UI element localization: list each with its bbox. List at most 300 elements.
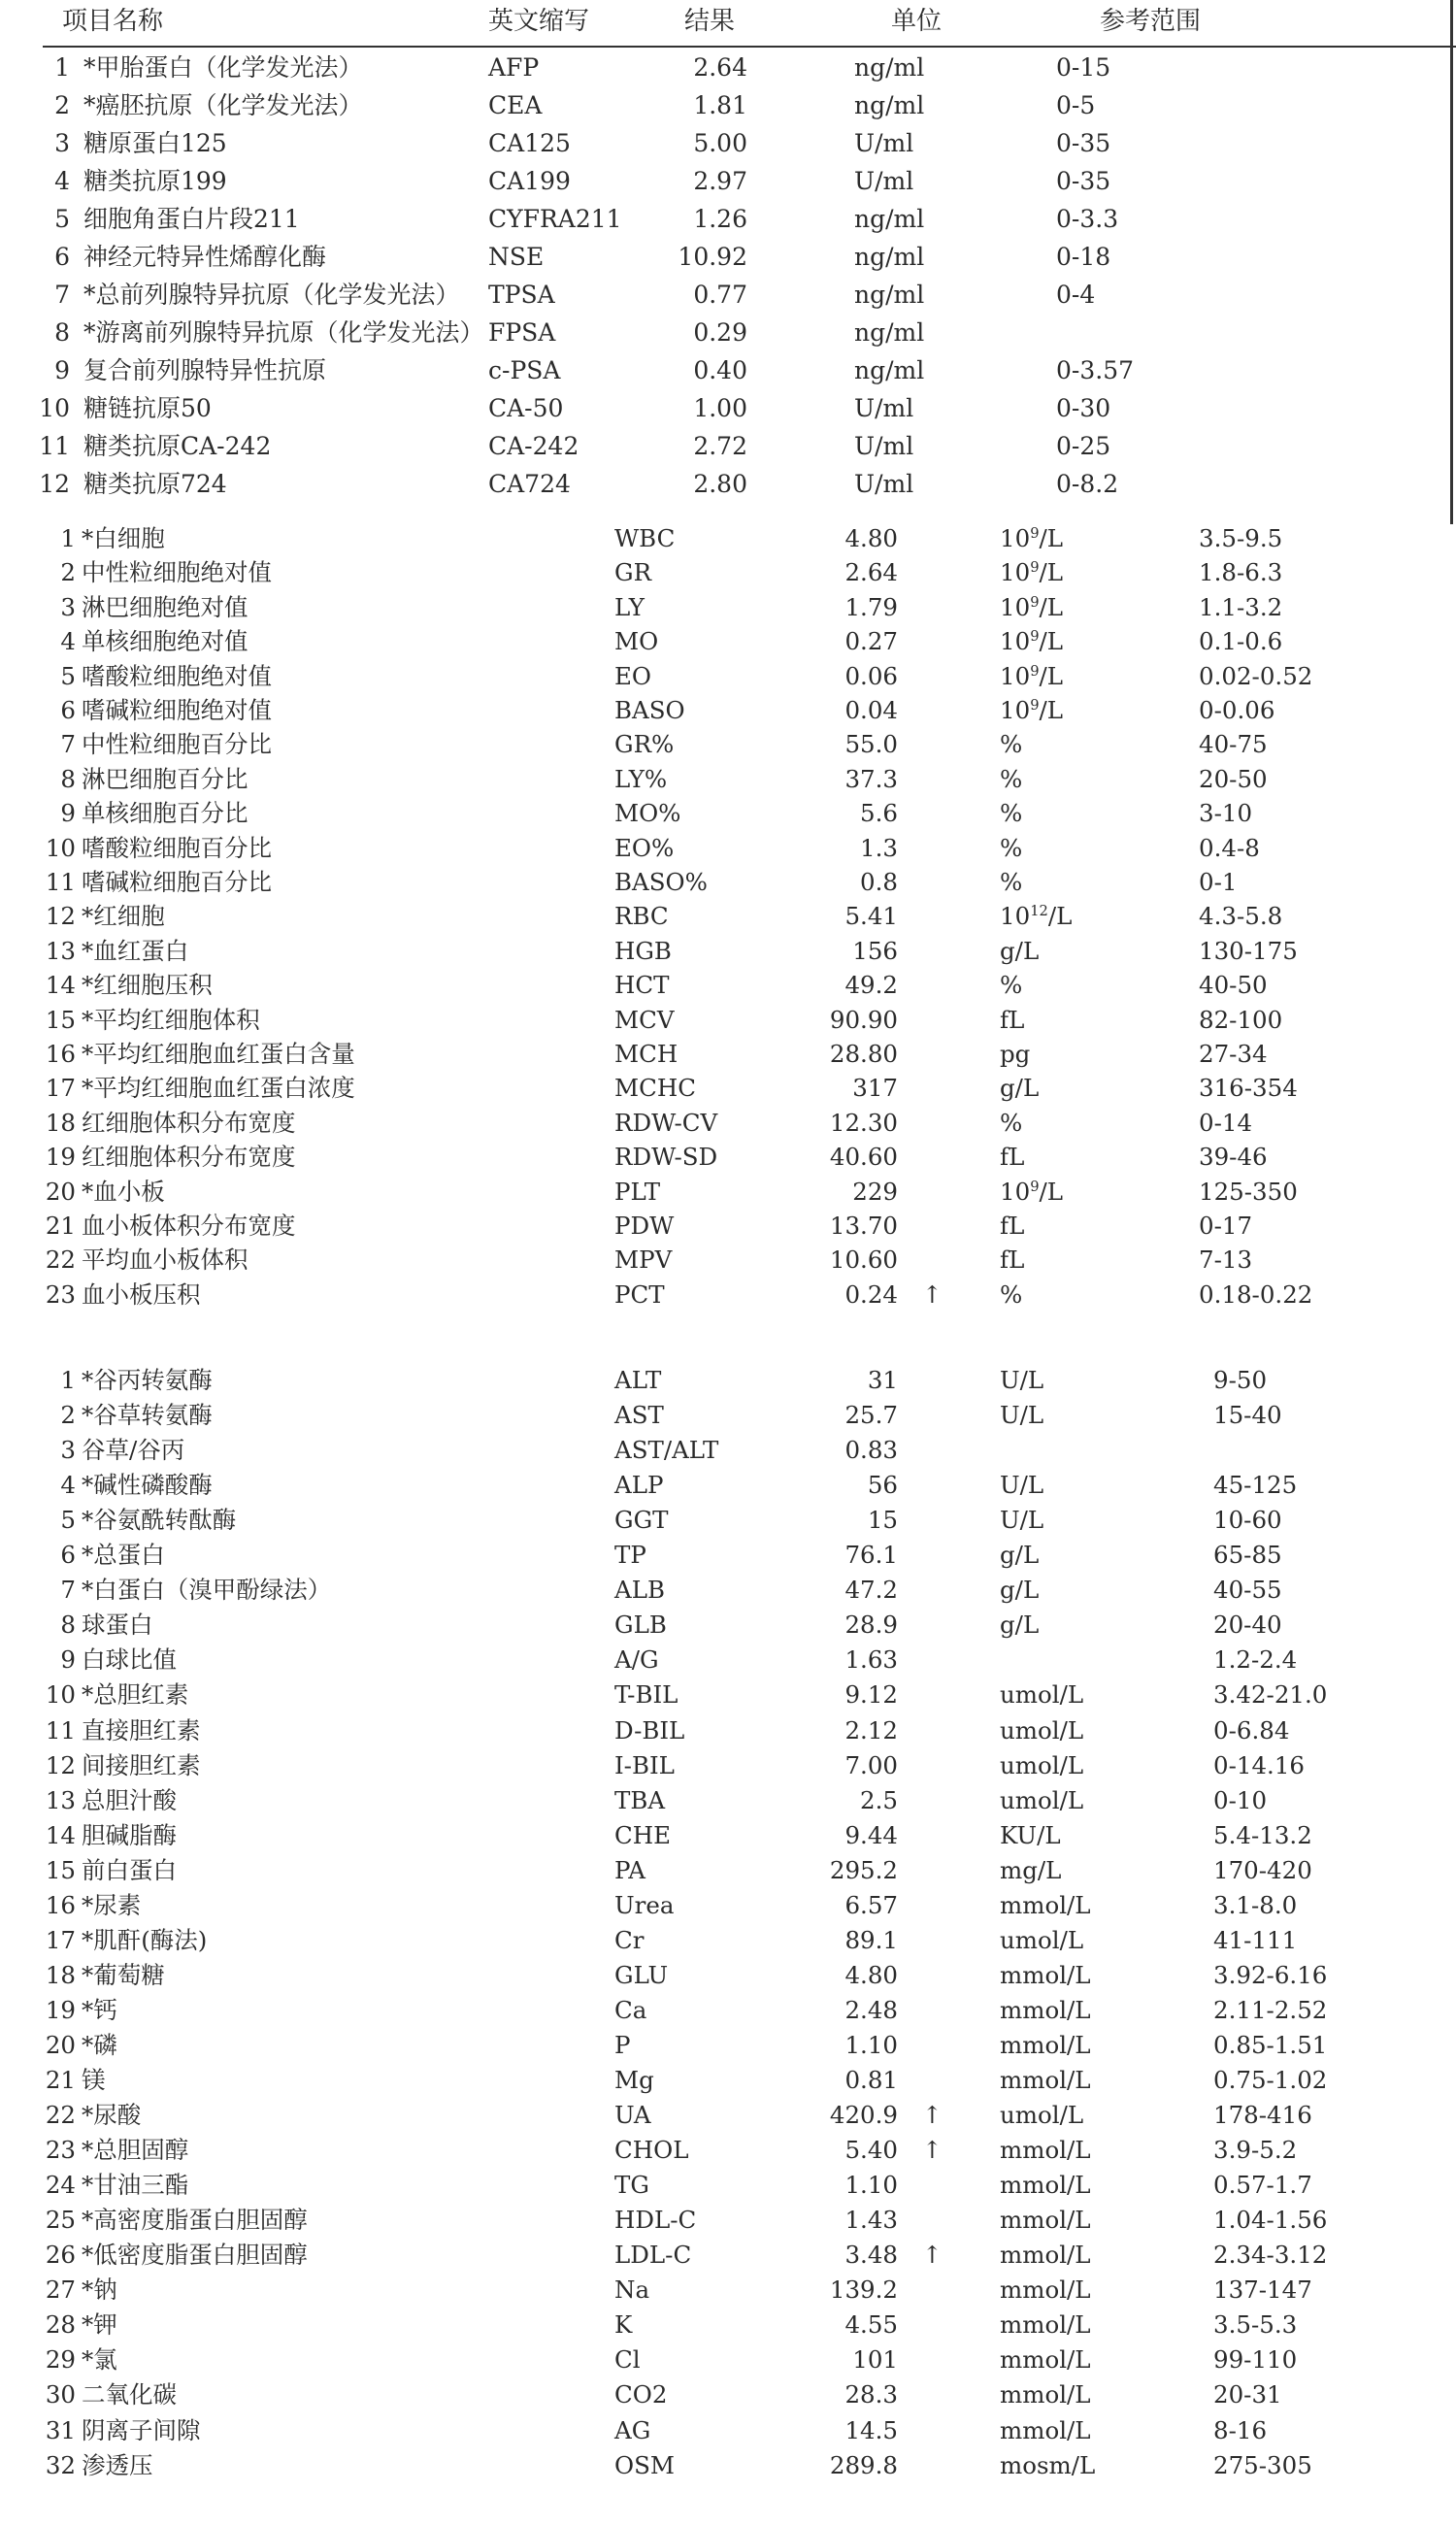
test-result: 4.80 [844,1960,898,1989]
test-result: 2.64 [693,53,747,82]
unit-suffix: /L [1039,592,1064,621]
test-result: 1.79 [844,592,898,621]
test-unit: ng/ml [854,356,925,384]
row-number: 29 [45,2345,76,2375]
row-number: 9 [60,1645,76,1675]
reference-range: 3.42-21.0 [1213,1680,1328,1710]
table-row [0,316,1456,350]
test-name: *肌酐(酶法) [82,1925,208,1954]
test-name: *白细胞 [82,524,165,552]
test-name: 红细胞体积分布宽度 [82,1143,296,1172]
test-result: 4.55 [844,2310,898,2340]
test-name: *血小板 [82,1177,165,1206]
test-name: *尿酸 [82,2101,142,2130]
test-abbreviation: ALP [614,1471,664,1500]
row-number: 8 [54,318,70,347]
row-number: 15 [45,1855,76,1884]
test-name: 直接胆红素 [82,1715,201,1744]
test-abbreviation: A/G [614,1645,659,1675]
test-abbreviation: BASO [614,696,685,724]
test-result: 229 [852,1177,898,1206]
unit-exponent: 9 [1030,559,1040,577]
test-unit: ng/ml [854,243,925,271]
test-name: *谷氨酰转酞酶 [82,1506,237,1535]
test-unit: mg/L [1000,1855,1062,1884]
test-unit: U/L [1000,1366,1044,1394]
test-unit [1000,899,1072,934]
test-name: *高密度脂蛋白胆固醇 [82,2206,308,2235]
table-row [0,202,1456,237]
test-abbreviation: c-PSA [488,356,561,384]
table-row [0,1071,1456,1106]
test-name: *葡萄糖 [82,1960,165,1989]
test-result: 13.70 [829,1212,898,1240]
table-row [0,429,1456,464]
reference-range: 0-25 [1056,432,1111,460]
row-number: 7 [60,1576,76,1605]
reference-range: 0.75-1.02 [1213,2066,1328,2094]
test-unit: ng/ml [854,281,925,309]
test-unit [1000,1278,1022,1312]
reference-range: 0.1-0.6 [1199,627,1283,656]
test-name: *钠 [82,2276,117,2305]
reference-range: 0-18 [1056,243,1111,271]
test-result: 0.83 [844,1436,898,1465]
table-row [0,2133,1456,2168]
row-number: 20 [45,2030,76,2059]
row-number: 8 [60,764,76,793]
row-number: 18 [45,1108,76,1137]
test-name: *癌胚抗原（化学发光法） [83,91,363,119]
reference-range: 1.8-6.3 [1199,558,1283,587]
test-abbreviation: NSE [488,243,545,271]
row-number: 17 [45,1925,76,1954]
test-unit: U/ml [854,129,914,157]
test-unit [1000,555,1063,590]
row-number: 19 [45,1143,76,1172]
test-name: *红细胞 [82,902,165,931]
table-row [0,391,1456,426]
table-row [0,934,1456,969]
test-unit [1000,1003,1024,1038]
reference-range: 178-416 [1213,2101,1312,2130]
test-name: 淋巴细胞百分比 [82,764,248,793]
test-result: 49.2 [844,971,898,1000]
test-abbreviation: UA [614,2101,651,2130]
test-unit [1000,1140,1024,1175]
test-name: 糖原蛋白125 [83,129,227,157]
test-abbreviation: TPSA [488,281,555,309]
unit-suffix: /L [1039,558,1064,587]
test-abbreviation: PLT [614,1177,661,1206]
row-number: 4 [54,167,70,195]
test-abbreviation: EO [614,661,651,690]
test-name: 淋巴细胞绝对值 [82,592,248,621]
table-row [0,727,1456,762]
unit-base: pg [1000,1040,1031,1068]
row-number: 21 [45,2066,76,2094]
test-unit [1000,831,1022,866]
table-row [0,555,1456,590]
test-result: 3.48 [844,2241,898,2270]
table-row [0,1175,1456,1210]
row-number: 11 [39,432,70,460]
test-name: *甲胎蛋白（化学发光法） [83,53,363,82]
reference-range: 5.4-13.2 [1213,1820,1312,1849]
test-result: 28.80 [829,1040,898,1068]
test-abbreviation: WBC [614,524,676,552]
test-result: 56 [867,1471,898,1500]
header-name: 项目名称 [62,7,164,36]
test-unit [1000,1209,1024,1244]
test-result: 2.72 [693,432,747,460]
unit-base: % [1000,971,1023,1000]
test-name: 镁 [82,2066,106,2094]
reference-range: 20-40 [1213,1611,1282,1640]
test-result: 2.64 [844,558,898,587]
test-result: 2.80 [693,470,747,498]
table-row [0,1468,1456,1503]
unit-exponent: 9 [1030,696,1040,714]
table-row [0,2063,1456,2098]
test-unit: mmol/L [1000,2171,1091,2200]
table-row [0,1106,1456,1141]
test-result: 25.7 [844,1401,898,1430]
test-result: 139.2 [829,2276,898,2305]
test-abbreviation: CYFRA211 [488,205,622,233]
test-abbreviation: BASO% [614,868,708,896]
test-abbreviation: TP [614,1541,646,1570]
unit-suffix: /L [1039,524,1064,552]
table-row [0,2028,1456,2063]
test-abbreviation: CHE [614,1820,671,1849]
test-abbreviation: MCV [614,1005,675,1034]
test-name: 糖类抗原724 [83,470,227,498]
test-abbreviation: GR [614,558,652,587]
reference-range: 170-420 [1213,1855,1312,1884]
table-row [0,1853,1456,1888]
test-unit: umol/L [1000,1925,1084,1954]
test-result: 5.40 [844,2136,898,2165]
test-result: 28.3 [844,2380,898,2409]
test-name: *平均红细胞血红蛋白浓度 [82,1074,355,1103]
test-name: *甘油三酯 [82,2171,189,2200]
test-unit [1000,1071,1039,1106]
test-unit: mmol/L [1000,2030,1091,2059]
table-row [0,2377,1456,2412]
test-unit: g/L [1000,1576,1040,1605]
test-unit [1000,934,1039,969]
test-unit: mosm/L [1000,2450,1096,2479]
test-result: 47.2 [844,1576,898,1605]
table-row [0,2308,1456,2342]
test-unit: mmol/L [1000,2310,1091,2340]
test-name: 嗜酸粒细胞绝对值 [82,661,272,690]
header-divider [43,46,1456,48]
unit-suffix: /L [1039,661,1064,690]
reference-range: 2.34-3.12 [1213,2241,1328,2270]
test-unit: ng/ml [854,53,925,82]
test-abbreviation: EO% [614,833,675,862]
table-row [0,50,1456,85]
reference-range: 3-10 [1199,799,1253,828]
reference-range: 316-354 [1199,1074,1298,1103]
reference-range: 0-14 [1199,1108,1253,1137]
reference-range: 0-35 [1056,129,1111,157]
row-number: 9 [54,356,70,384]
section-divider-right [1450,0,1453,524]
table-row [0,521,1456,556]
unit-base: % [1000,1108,1023,1137]
row-number: 28 [45,2310,76,2340]
test-abbreviation: CA-242 [488,432,579,460]
reference-range: 0.02-0.52 [1199,661,1313,690]
unit-base: fL [1000,1246,1025,1275]
reference-range: 3.92-6.16 [1213,1960,1328,1989]
test-unit: U/ml [854,167,914,195]
row-number: 5 [60,1506,76,1535]
row-number: 30 [45,2380,76,2409]
test-result: 1.10 [844,2171,898,2200]
row-number: 25 [45,2206,76,2235]
reference-range: 27-34 [1199,1040,1268,1068]
table-row [0,1993,1456,2028]
reference-range: 275-305 [1213,2450,1312,2479]
row-number: 1 [60,524,76,552]
row-number: 8 [60,1611,76,1640]
test-unit: U/ml [854,432,914,460]
test-name: 细胞角蛋白片段211 [83,205,300,233]
reference-range: 0-5 [1056,91,1096,119]
unit-suffix: /L [1039,627,1064,656]
unit-exponent: 9 [1030,628,1040,646]
test-result: 0.06 [844,661,898,690]
table-row [0,1678,1456,1712]
test-abbreviation: CHOL [614,2136,689,2165]
row-number: 6 [60,696,76,724]
table-row [0,240,1456,275]
row-number: 19 [45,1995,76,2024]
table-row [0,1608,1456,1643]
test-result: 0.04 [844,696,898,724]
test-abbreviation: GLU [614,1960,669,1989]
reference-range: 0-30 [1056,394,1111,422]
unit-base: 10 [1000,1177,1031,1206]
reference-range: 0-15 [1056,53,1111,82]
table-row [0,2342,1456,2377]
reference-range: 9-50 [1213,1366,1268,1394]
test-unit: U/ml [854,470,914,498]
test-name: *谷丙转氨酶 [82,1366,213,1394]
test-unit: U/ml [854,394,914,422]
row-number: 6 [54,243,70,271]
unit-base: g/L [1000,936,1040,965]
reference-range: 0.85-1.51 [1213,2030,1328,2059]
test-result: 1.10 [844,2030,898,2059]
table-row [0,1003,1456,1038]
header-result: 结果 [684,7,736,36]
test-abbreviation: D-BIL [614,1715,685,1744]
test-result: 317 [852,1074,898,1103]
test-abbreviation: PCT [614,1279,665,1309]
test-name: *血红蛋白 [82,936,189,965]
test-unit: umol/L [1000,1785,1084,1814]
reference-range: 0.18-0.22 [1199,1279,1313,1309]
test-name: 糖类抗原CA-242 [83,432,272,460]
test-result: 0.81 [844,2066,898,2094]
row-number: 1 [60,1366,76,1394]
table-row [0,624,1456,659]
test-unit: mmol/L [1000,1995,1091,2024]
unit-base: % [1000,730,1023,759]
table-row [0,2448,1456,2483]
test-result: 1.43 [844,2206,898,2235]
test-abbreviation: FPSA [488,318,556,347]
row-number: 3 [60,1436,76,1465]
test-abbreviation: Ca [614,1995,647,2024]
reference-range: 40-75 [1199,730,1268,759]
test-unit: g/L [1000,1541,1040,1570]
row-number: 22 [45,1246,76,1275]
reference-range: 1.1-3.2 [1199,592,1283,621]
reference-range: 20-50 [1199,764,1268,793]
test-unit: mmol/L [1000,1960,1091,1989]
table-row [0,659,1456,694]
test-result: 6.57 [844,1890,898,1919]
reference-range: 0.57-1.7 [1213,2171,1312,2200]
test-result: 0.77 [693,281,747,309]
test-name: 胆碱脂酶 [82,1820,177,1849]
table-row [0,1503,1456,1538]
reference-range: 130-175 [1199,936,1298,965]
row-number: 10 [39,394,70,422]
reference-range: 3.9-5.2 [1213,2136,1298,2165]
reference-range: 7-13 [1199,1246,1253,1275]
test-unit [1000,1175,1063,1210]
reference-range: 3.1-8.0 [1213,1890,1298,1919]
test-result: 10.60 [829,1246,898,1275]
table-row [0,1243,1456,1278]
test-result: 2.97 [693,167,747,195]
row-number: 13 [45,1785,76,1814]
row-number: 7 [60,730,76,759]
reference-range: 41-111 [1213,1925,1298,1954]
test-abbreviation: RDW-SD [614,1143,718,1172]
row-number: 11 [45,868,76,896]
test-result: 28.9 [844,1611,898,1640]
unit-base: 10 [1000,627,1031,656]
test-abbreviation: MPV [614,1246,673,1275]
test-name: 总胆汁酸 [82,1785,177,1814]
header-range: 参考范围 [1100,7,1202,36]
reference-range: 0-14.16 [1213,1750,1306,1779]
reference-range: 99-110 [1213,2345,1298,2375]
table-row [0,2413,1456,2448]
test-result: 76.1 [844,1541,898,1570]
test-result: 2.48 [844,1995,898,2024]
reference-range: 39-46 [1199,1143,1268,1172]
table-row [0,164,1456,199]
row-number: 10 [45,833,76,862]
unit-base: 10 [1000,696,1031,724]
table-row [0,899,1456,934]
test-unit: ng/ml [854,91,925,119]
test-result: 295.2 [829,1855,898,1884]
table-row [0,796,1456,831]
test-unit [1000,659,1063,694]
test-unit: umol/L [1000,1750,1084,1779]
table-row [0,1783,1456,1818]
test-result: 0.27 [844,627,898,656]
unit-base: % [1000,833,1023,862]
test-abbreviation: LY% [614,764,668,793]
test-result: 1.00 [693,394,747,422]
test-name: *钙 [82,1995,117,2024]
test-unit: KU/L [1000,1820,1061,1849]
unit-exponent: 9 [1030,593,1040,611]
test-name: *平均红细胞血红蛋白含量 [82,1040,355,1068]
test-unit: ng/ml [854,205,925,233]
test-unit [1000,762,1022,797]
row-number: 14 [45,1820,76,1849]
test-abbreviation: I-BIL [614,1750,675,1779]
test-abbreviation: TBA [614,1785,666,1814]
test-abbreviation: CA724 [488,470,571,498]
table-row [0,1398,1456,1433]
test-name: 嗜碱粒细胞绝对值 [82,696,272,724]
test-name: *红细胞压积 [82,971,213,1000]
test-abbreviation: AFP [488,53,540,82]
test-unit: mmol/L [1000,1890,1091,1919]
test-result: 0.24 [844,1279,898,1309]
unit-exponent: 9 [1030,1178,1040,1195]
test-name: *总胆固醇 [82,2136,189,2165]
table-row [0,1209,1456,1244]
table-row [0,1363,1456,1398]
unit-base: fL [1000,1212,1025,1240]
reference-range: 40-55 [1213,1576,1282,1605]
test-unit: mmol/L [1000,2276,1091,2305]
test-name: 二氧化碳 [82,2380,177,2409]
test-result: 9.44 [844,1820,898,1849]
test-name: 血小板压积 [82,1279,201,1309]
table-row [0,1818,1456,1853]
test-name: 单核细胞绝对值 [82,627,248,656]
row-number: 3 [54,129,70,157]
table-row [0,1888,1456,1923]
test-name: 中性粒细胞百分比 [82,730,272,759]
test-unit: umol/L [1000,1715,1084,1744]
test-result: 5.00 [693,129,747,157]
table-row [0,467,1456,502]
test-name: 红细胞体积分布宽度 [82,1108,296,1137]
table-row [0,590,1456,625]
test-unit [1000,727,1022,762]
test-result: 1.26 [693,205,747,233]
test-result: 31 [867,1366,898,1394]
test-abbreviation: CO2 [614,2380,668,2409]
row-number: 9 [60,799,76,828]
test-result: 0.29 [693,318,747,347]
test-result: 5.6 [860,799,898,828]
test-result: 37.3 [844,764,898,793]
test-abbreviation: CA199 [488,167,571,195]
test-abbreviation: T-BIL [614,1680,678,1710]
test-unit [1000,1243,1024,1278]
table-row [0,2273,1456,2308]
row-number: 5 [54,205,70,233]
test-abbreviation: HCT [614,971,670,1000]
